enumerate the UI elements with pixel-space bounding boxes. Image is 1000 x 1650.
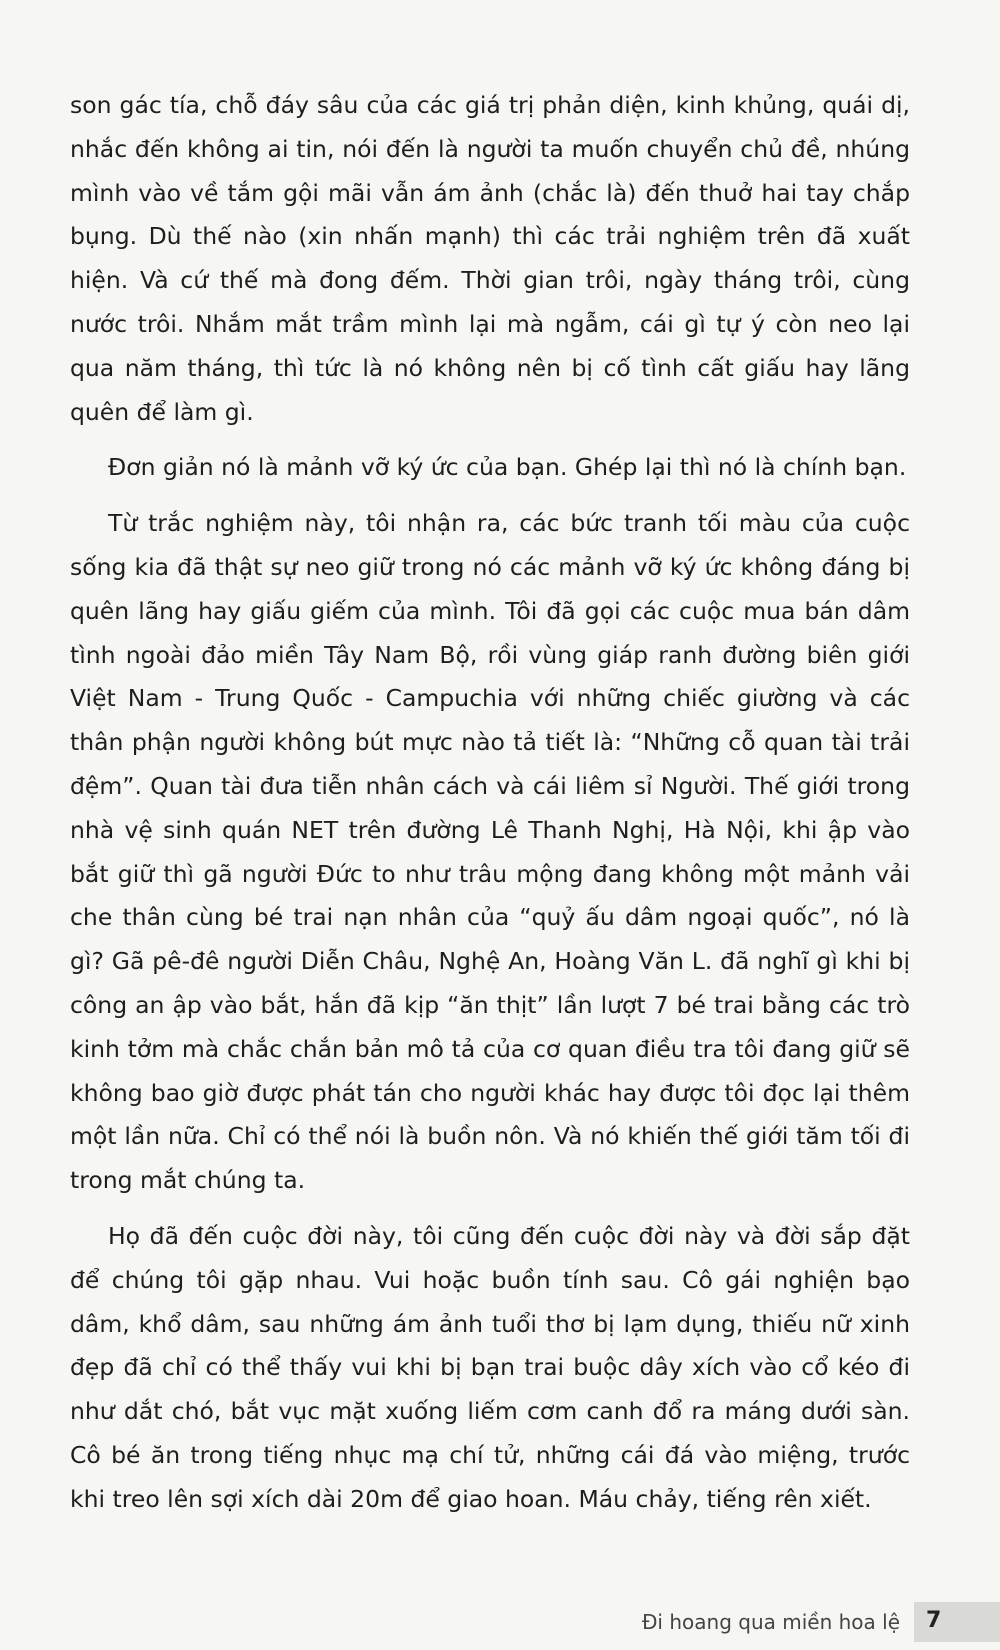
paragraph-dark-pictures: Từ trắc nghiệm này, tôi nhận ra, các bức tranh tối màu của cuộc sống kia đã thật sự neo giữ trong nó các mảnh vỡ ký ức không đáng bị quên lãng hay giấu giếm của mình. Tôi đã gọi các cuộc mua bán dâm tình ngoài đảo miền Tây Nam Bộ, rồi vùng giáp ranh đường biên giới Việt Nam - Trung Quốc - Campuchia với những chiếc giường và các thân phận người không bút mực nào tả tiết là: “Những cỗ quan tài trải đệm”. Quan tài đưa tiễn nhân cách và cái liêm sỉ Người. Thế giới trong nhà vệ sinh quán NET trên đường Lê Thanh Nghị, Hà Nội, khi ập vào bắt giữ thì gã người Đức to như trâu mộng đang không một mảnh vải che thân cùng bé trai nạn nhân của “quỷ ấu dâm ngoại quốc”, nó là gì? Gã pê-đê người Diễn Châu, Nghệ An, Hoàng Văn L. đã nghĩ gì khi bị công an ập vào bắt, hắn đã kịp “ăn thịt” lần lượt 7 bé trai bằng các trò kinh tởm mà chắc chắn bản mô tả của cơ quan điều tra tôi đang giữ sẽ không bao giờ được phát tán cho người khác hay được tôi đọc lại thêm một lần nữa. Chỉ có thể nói là buồn nôn. Và nó khiến thế giới tăm tối đi trong mắt chúng ta. <box>70 509 910 1195</box>
running-title: Đi hoang qua miền hoa lệ <box>641 1610 900 1634</box>
paragraph-memory-fragments: Đơn giản nó là mảnh vỡ ký ức của bạn. Ghép lại thì nó là chính bạn. <box>108 453 907 482</box>
paragraph-they-came: Họ đã đến cuộc đời này, tôi cũng đến cuộc đời này và đời sắp đặt để chúng tôi gặp nhau. Vui hoặc buồn tính sau. Cô gái nghiện bạo dâm, khổ dâm, sau những ám ảnh tuổi thơ bị lạm dụng, thiếu nữ xinh đẹp đã chỉ có thể thấy vui khi bị bạn trai buộc dây xích vào cổ kéo đi như dắt chó, bắt vục mặt xuống liếm cơm canh đổ ra máng dưới sàn. Cô bé ăn trong tiếng nhục mạ chí tử, những cái đá vào miệng, trước khi treo lên sợi xích dài 20m để giao hoan. Máu chảy, tiếng rên xiết. <box>70 1221 910 1513</box>
page-number-tab <box>914 1602 1000 1642</box>
paragraph-continuation: son gác tía, chỗ đáy sâu của các giá trị phản diện, kinh khủng, quái dị, nhắc đến không ai tin, nói đến là người ta muốn chuyển chủ đề, nhúng mình vào về tắm gội mãi vẫn ám ảnh (chắc là) đến thuở hai tay chắp bụng. Dù thế nào (xin nhấn mạnh) thì các trải nghiệm trên đã xuất hiện. Và cứ thế mà đong đếm. Thời gian trôi, ngày tháng trôi, cùng nước trôi. Nhắm mắt trầm mình lại mà ngẫm, cái gì tự ý còn neo lại qua năm tháng, thì tức là nó không nên bị cố tình cất giấu hay lãng quên để làm gì. <box>70 91 910 426</box>
page-footer <box>0 1602 1000 1650</box>
body-text <box>70 84 910 1522</box>
page-number: 7 <box>926 1608 942 1633</box>
